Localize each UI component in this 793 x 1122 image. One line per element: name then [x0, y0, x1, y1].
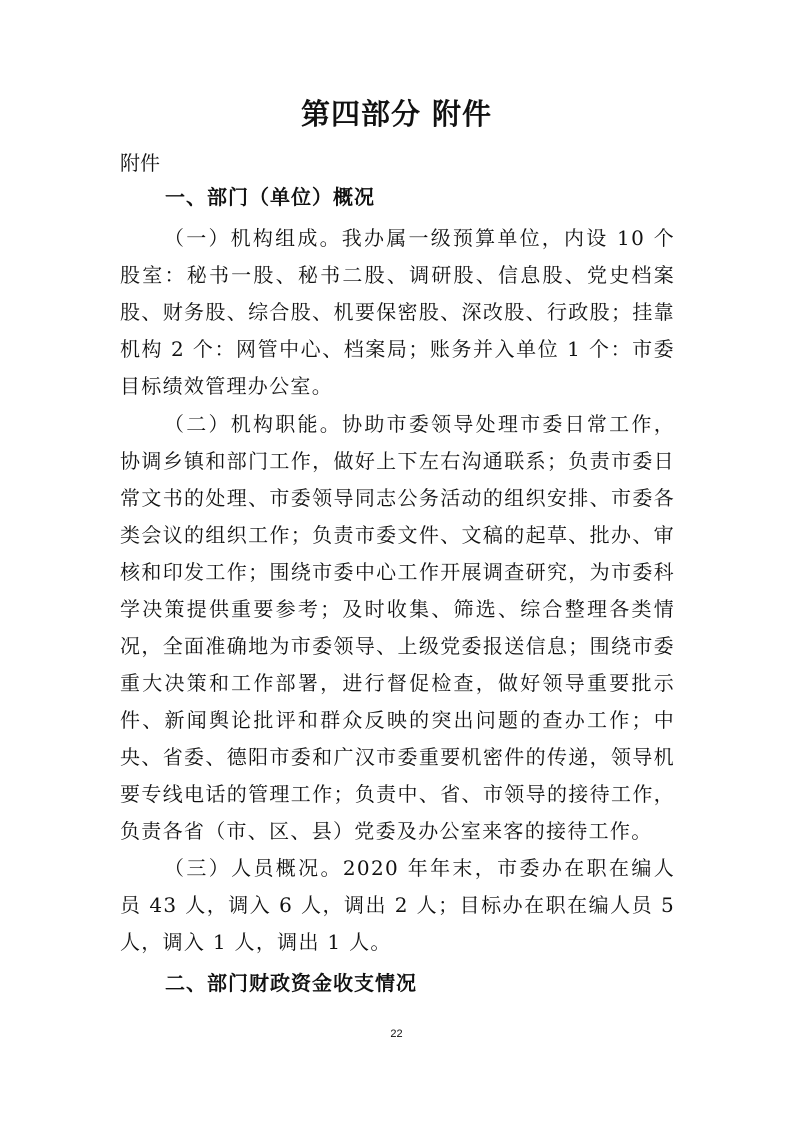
paragraph-organization: （一）机构组成。我办属一级预算单位，内设 10 个股室：秘书一股、秘书二股、调研股、信息股、党史档案股、财务股、综合股、机要保密股、深改股、行政股；挂靠机构 2 个：网管中心、档案局；账务并入单位 1 个：市委目标绩效管理办公室。	[120, 226, 675, 398]
page-number: 22	[390, 1028, 403, 1040]
section-heading-2: 二、部门财政资金收支情况	[165, 971, 417, 995]
paragraph-functions: （二）机构职能。协助市委领导处理市委日常工作，协调乡镇和部门工作，做好上下左右沟通联系；负责市委日常文书的处理、市委领导同志公务活动的组织安排、市委各类会议的组织工作；负责市委文件、文稿的起草、批办、审核和印发工作；围绕市委中心工作开展调查研究，为市委科学决策提供重要参考；及时收集、筛选、综合整理各类情况，全面准确地为市委领导、上级党委报送信息；围绕市委重大决策和工作部署，进行督促检查，做好领导重要批示件、新闻舆论批评和群众反映的突出问题的查办工作；中央、省委、德阳市委和广汉市委重要机密件的传递，领导机要专线电话的管理工作；负责中、省、市领导的接待工作，负责各省（市、区、县）党委及办公室来客的接待工作。	[120, 412, 675, 843]
section-heading-1: 一、部门（单位）概况	[165, 185, 375, 209]
page-title: 第四部分 附件	[300, 97, 493, 131]
paragraph-personnel: （三）人员概况。2020 年年末，市委办在职在编人员 43 人，调入 6 人，调出 2 人；目标办在职在编人员 5 人，调入 1 人，调出 1 人。	[120, 856, 675, 954]
section-label: 附件	[120, 151, 160, 175]
